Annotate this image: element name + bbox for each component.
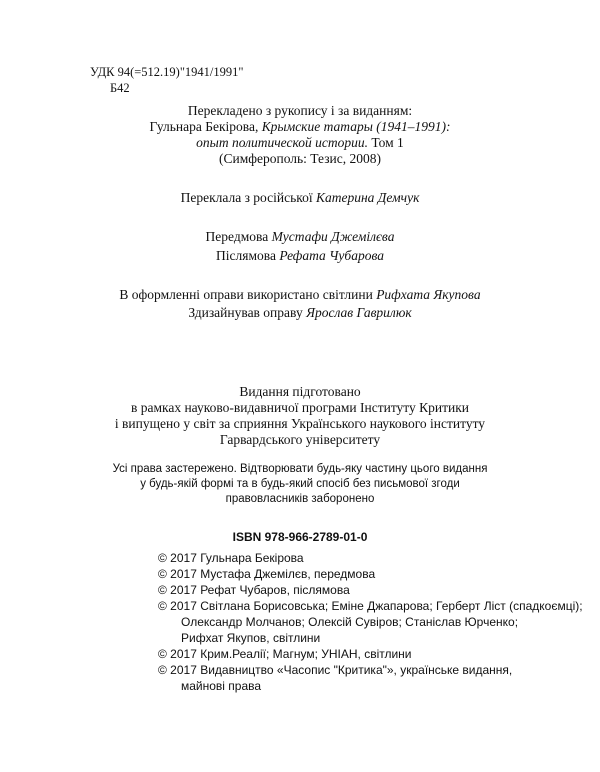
udk-classification — [90, 64, 244, 96]
source-intro: Перекладено з рукопису і за виданням: — [187, 103, 413, 118]
source-publisher: (Симферополь: Тезис, 2008) — [218, 151, 381, 166]
copyright-line: © 2017 Гульнара Бекірова — [158, 551, 304, 565]
cover-design-credit: Здизайнував оправу Ярослав Гаврилюк — [188, 305, 412, 320]
copyright-line: © 2017 Мустафа Джемілєв, передмова — [158, 567, 376, 581]
copyright-list — [158, 550, 583, 694]
rights-notice: Усі права застережено. Відтворювати будь-яку частину цього видання у будь-якій формі та в будь-який спосіб без письмової згоди правовласників заборонено — [112, 463, 488, 505]
afterword-credit: Післямова Рефата Чубарова — [216, 248, 384, 263]
copyright-line: Рифхат Якупов, світлини — [181, 631, 321, 645]
translator-credit: Переклала з російської Катерина Демчук — [180, 190, 420, 205]
translator-name: Катерина Демчук — [316, 190, 420, 205]
foreword-author: Мустафи Джемілєва — [271, 229, 395, 244]
source-author-title: Гульнара Бекірова, Крымские татары (1941–1991): — [149, 119, 451, 134]
foreword-credit: Передмова Мустафи Джемілєва — [205, 229, 395, 244]
source-edition — [0, 103, 600, 167]
copyright-line: майнові права — [181, 679, 262, 693]
afterword-author: Рефата Чубарова — [279, 248, 384, 263]
copyright-line: © 2017 Видавництво «Часопис "Критика"», українське видання, — [158, 663, 513, 677]
isbn: ISBN 978-966-2789-01-0 — [232, 530, 368, 544]
copyright-line: Олександр Молчанов; Олексій Сувіров; Станіслав Юрченко; — [181, 615, 519, 629]
cover-photo-credit: В оформленні оправи використано світлини Рифхата Якупова — [119, 287, 481, 302]
source-title-volume: опыт политической истории. Том 1 — [196, 135, 404, 150]
copyright-line: © 2017 Світлана Борисовська; Еміне Джапарова; Герберт Ліст (спадкоємці); — [158, 599, 583, 613]
designer-name: Ярослав Гаврилюк — [306, 305, 412, 320]
preparation-note: Видання підготовано в рамках науково-видавничої програми Інституту Критики і випущено у світ за сприяння Українського наукового інституту Гарвардського університету — [114, 384, 486, 447]
photographer-name: Рифхата Якупова — [376, 287, 481, 302]
bbk-code: Б42 — [110, 81, 130, 95]
udk-code: УДК 94(=512.19)"1941/1991" — [90, 65, 244, 79]
copyright-line: © 2017 Крим.Реалії; Магнум; УНІАН, світлини — [158, 647, 412, 661]
copyright-line: © 2017 Рефат Чубаров, післямова — [158, 583, 350, 597]
